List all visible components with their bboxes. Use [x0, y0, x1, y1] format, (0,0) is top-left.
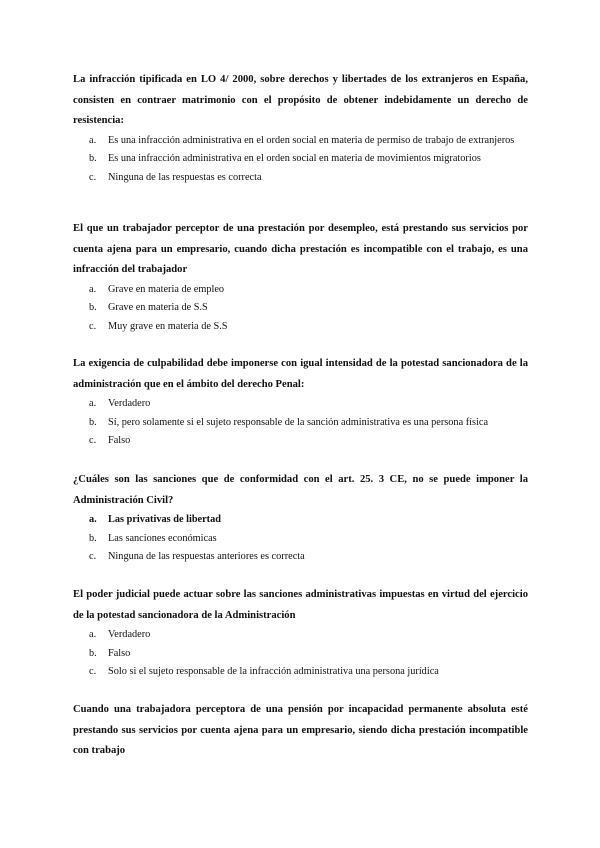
question-1 [73, 70, 528, 187]
question-stem: La exigencia de culpabilidad debe imponerse con igual intensidad de la potestad sancionadora de la administración que en el ámbito del derecho Penal: [73, 358, 528, 390]
option-b: b. Las sanciones económicas [89, 532, 217, 544]
question-stem: Cuando una trabajadora perceptora de una pensión por incapacidad permanente absoluta esté prestando sus servicios por cuenta ajena para un empresario, siendo dicha prestación incompatible con trabajo [73, 704, 528, 756]
question-3 [73, 354, 528, 451]
question-stem: El que un trabajador perceptor de una prestación por desempleo, está prestando sus servicios por cuenta ajena para un empresario, cuando dicha prestación es incompatible con el trabajo, es una infracción del trabajador [73, 223, 528, 275]
options-list [73, 132, 528, 188]
option-a: a. Las privativas de libertad [89, 514, 221, 525]
option-c: c. Muy grave en materia de S.S [89, 320, 228, 332]
option-a: a. Verdadero [89, 629, 151, 640]
options-list [73, 281, 528, 337]
question-2 [73, 219, 528, 336]
option-b: b. Falso [89, 647, 131, 659]
question-stem: La infracción tipificada en LO 4/ 2000, sobre derechos y libertades de los extranjeros en España, consisten en contraer matrimonio con el propósito de obtener indebidamente un derecho de resistencia: [73, 74, 528, 126]
option-c: c. Falso [89, 435, 131, 447]
question-stem: ¿Cuáles son las sanciones que de conformidad con el art. 25. 3 CE, no se puede imponer la Administración Civil? [73, 474, 528, 506]
option-c: c. Solo si el sujeto responsable de la infracción administrativa una persona jurídica [89, 666, 439, 678]
option-a: a. Grave en materia de empleo [89, 283, 225, 295]
question-4 [73, 470, 528, 567]
option-c: c. Ninguna de las respuestas anteriores es correcta [89, 551, 305, 563]
option-c: c. Ninguna de las respuestas es correcta [89, 171, 262, 183]
question-5 [73, 585, 528, 682]
question-stem: El poder judicial puede actuar sobre las sanciones administrativas impuestas en virtud del ejercicio de la potestad sancionadora de la Administración [73, 589, 528, 621]
option-a: a. Verdadero [89, 398, 151, 409]
option-b: b. Grave en materia de S.S [89, 302, 208, 314]
option-b: b. Es una infracción administrativa en el orden social en materia de movimientos migratorios [89, 153, 481, 165]
options-list [73, 511, 528, 567]
options-list [73, 395, 528, 451]
options-list [73, 626, 528, 682]
option-b: b. Sí, pero solamente si el sujeto responsable de la sanción administrativa es una persona física [89, 416, 489, 428]
option-a: a. Es una infracción administrativa en el orden social en materia de permiso de trabajo de extranjeros [89, 134, 515, 146]
question-6 [73, 700, 528, 762]
